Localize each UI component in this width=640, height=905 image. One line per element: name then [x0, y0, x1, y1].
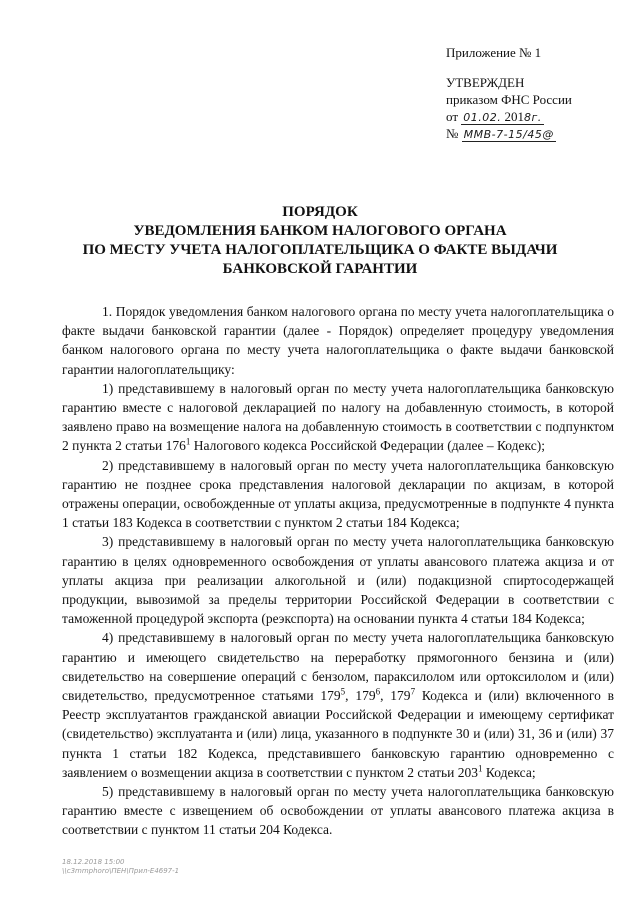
superscript: 1	[185, 436, 191, 447]
date-year-prefix: 201	[504, 109, 525, 124]
title-line-4: БАНКОВСКОЙ ГАРАНТИИ	[222, 261, 418, 277]
date-handwritten: 01.02.	[463, 111, 502, 124]
number-handwritten: ММВ-7-15/45@	[463, 128, 554, 141]
order-number	[446, 125, 636, 142]
superscript: 1	[478, 763, 483, 774]
approved-label: УТВЕРЖДЕН	[446, 75, 525, 90]
paragraph-item-4: 4) представившему в налоговый орган по месту учета налогоплательщика банковскую гарантию и имеющего свидетельство на переработку прямогонного бензина и (или) свидетельство на совершение операций с бензолом, параксилолом или ортоксилолом и (или) свидетельство, предусмотренное статьями $179^5$, $179^6$, $179^7$ Кодекса и (или) включенного в Реестр эксплуатантов гражданской авиации Российской Федерации и имеющему сертификат (свидетельство) эксплуатанта и (или) лица, указанного в подпункте 30 и (или) 31, 36 и (или) 37 пункта 1 статьи 182 Кодекса, представившего банковскую гарантию одновременно с заявлением о возмещении акциза в соответствии с пунктом 2 статьи $203^1$ Кодекса;	[62, 630, 615, 780]
title-line-2: УВЕДОМЛЕНИЯ БАНКОМ НАЛОГОВОГО ОРГАНА	[133, 223, 507, 239]
paragraph-item-3: 3) представившему в налоговый орган по месту учета налогоплательщика банковскую гарантию в целях одновременного освобождения от уплаты авансового платежа акциза и от уплаты акциза при реализации алкогольной и (или) подакцизной спиртосодержащей продукции, вывозимой за пределы территории Российской Федерации в соответствии с таможенной процедурой экспорта (реэкспорта) на основании пункта 4 статьи 184 Кодекса;	[62, 534, 614, 627]
title-line-3: ПО МЕСТУ УЧЕТА НАЛОГОПЛАТЕЛЬЩИКА О ФАКТЕ ВЫДАЧИ	[82, 242, 558, 258]
date-prefix: от	[446, 109, 459, 124]
order-date	[446, 108, 636, 125]
number-prefix: №	[446, 126, 459, 141]
superscript: 6	[375, 686, 381, 697]
document-title	[50, 203, 590, 279]
approval-block	[446, 44, 636, 142]
paragraph-1: 1. Порядок уведомления банком налогового органа по месту учета налогоплательщика о факте выдачи банковской гарантии (далее - Порядок) определяет процедуру уведомления банком налогового органа по месту учета налогоплательщика о факте выдачи банковской гарантии налогоплательщику:	[62, 304, 614, 377]
superscript: 5	[340, 686, 346, 697]
appendix-label: Приложение № 1	[446, 45, 542, 60]
paragraph-item-1: 1) представившему в налоговый орган по месту учета налогоплательщика банковскую гарантию вместе с налоговой декларацией по налогу на добавленную стоимость, в которой заявлено право на возмещение налога на добавленную стоимость в соответствии с подпунктом 2 пункта 2 статьи $176^1$ Налогового кодекса Российской Федерации (далее – Кодекс);	[62, 380, 614, 454]
superscript: 7	[410, 686, 416, 697]
date-year-suffix: 8г.	[524, 111, 542, 124]
document-body	[62, 302, 614, 840]
order-label: приказом ФНС России	[446, 92, 572, 107]
title-line-1: ПОРЯДОК	[282, 204, 358, 220]
paragraph-item-5: 5) представившему в налоговый орган по месту учета налогоплательщика банковскую гарантию вместе с извещением об освобождении от уплаты авансового платежа акциза в соответствии с пунктом 11 статьи 204 Кодекса.	[62, 784, 614, 838]
footer-path: \\c3mmphoro\ПЕН\Прил-E4697-1	[62, 867, 180, 875]
paragraph-item-2: 2) представившему в налоговый орган по месту учета налогоплательщика банковскую гарантию не позднее срока представления налоговой декларации по акцизам, в которой отражены операции, освобожденные от уплаты акциза, предусмотренные в подпункте 4 пункта 1 статьи 183 Кодекса в соответствии с пунктом 2 статьи 184 Кодекса;	[62, 457, 614, 531]
footer-timestamp: 18.12.2018 15:00	[62, 858, 125, 866]
file-footer	[62, 858, 179, 876]
date-field	[461, 110, 544, 125]
